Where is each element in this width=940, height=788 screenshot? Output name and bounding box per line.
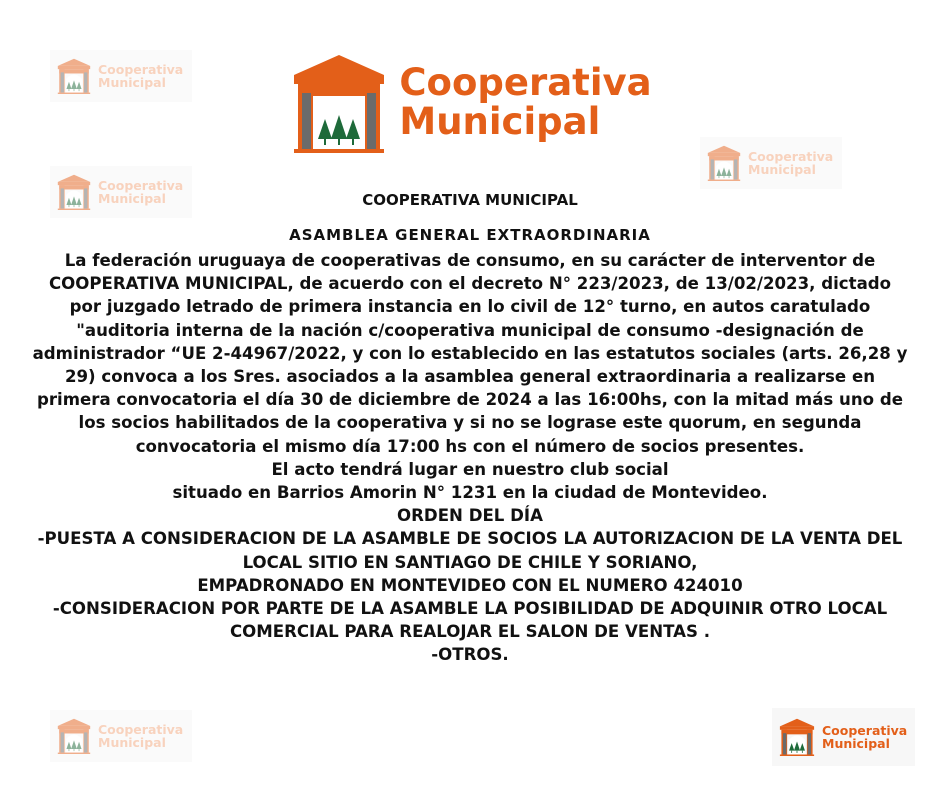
watermark-wordmark-line2: Municipal <box>822 736 890 751</box>
body-line: 29) convoca a los Sres. asociados a la asamblea general extraordinaria a realizarse en <box>64 367 876 387</box>
agenda-item-line: COMERCIAL PARA REALOJAR EL SALON DE VENTAS . <box>229 622 711 642</box>
building-trees-emblem-icon <box>289 51 389 155</box>
watermark-wordmark-line2: Municipal <box>98 735 166 750</box>
logo-wordmark-line2: Municipal <box>399 99 601 143</box>
agenda-item-line: -OTROS. <box>431 645 509 665</box>
agenda-heading: ORDEN DEL DÍA <box>397 506 543 526</box>
agenda-item-line: LOCAL SITIO EN SANTIAGO DE CHILE Y SORIANO, <box>242 552 698 572</box>
agenda-item-line: -CONSIDERACION POR PARTE DE LA ASAMBLE LA POSIBILIDAD DE ADQUINIR OTRO LOCAL <box>52 599 888 619</box>
building-trees-emblem-icon <box>56 716 92 756</box>
watermark-wordmark-line1: Cooperativa <box>748 148 834 164</box>
building-trees-emblem-icon <box>56 56 92 96</box>
logo-wordmark <box>399 60 652 143</box>
body-line: El acto tendrá lugar en nuestro club social <box>271 459 669 479</box>
agenda-item-line: -PUESTA A CONSIDERACION DE LA ASAMBLE DE SOCIOS LA AUTORIZACION DE LA VENTA DEL <box>37 529 903 549</box>
watermark-wordmark-line1: Cooperativa <box>98 61 184 77</box>
watermark-logo <box>700 137 842 189</box>
body-line: los socios habilitados de la cooperativa y si no se lograse este quorum, en segunda <box>78 413 862 433</box>
building-trees-emblem-icon <box>778 715 816 759</box>
cooperativa-municipal-logo <box>283 30 658 175</box>
document-subtitle: ASAMBLEA GENERAL EXTRAORDINARIA <box>289 226 651 244</box>
document-title: COOPERATIVA MUNICIPAL <box>362 191 578 209</box>
document-body <box>12 249 928 667</box>
watermark-wordmark <box>748 150 833 176</box>
watermark-wordmark-line2: Municipal <box>748 162 816 177</box>
watermark-logo <box>50 50 192 102</box>
announcement-document <box>12 188 928 667</box>
logo-wordmark-line1: Cooperativa <box>399 60 652 104</box>
body-line: COOPERATIVA MUNICIPAL, de acuerdo con el decreto N° 223/2023, de 13/02/2023, dictado <box>48 274 892 294</box>
watermark-wordmark-line2: Municipal <box>98 191 166 206</box>
body-line: La federación uruguaya de cooperativas de consumo, en su carácter de interventor de <box>64 251 876 270</box>
watermark-wordmark-line1: Cooperativa <box>822 722 908 738</box>
watermark-logo <box>50 710 192 762</box>
body-line: "auditoria interna de la nación c/cooperativa municipal de consumo -designación de <box>76 320 864 340</box>
body-line: administrador “UE 2-44967/2022, y con lo establecido en las estatutos sociales (arts. 26,28 y <box>32 343 908 363</box>
watermark-wordmark <box>98 723 183 749</box>
building-trees-emblem-icon <box>706 143 742 183</box>
body-line: por juzgado letrado de primera instancia en lo civil de 12° turno, en autos caratulado <box>69 297 871 317</box>
watermark-wordmark <box>822 724 907 750</box>
watermark-wordmark <box>98 63 183 89</box>
watermark-wordmark-line2: Municipal <box>98 75 166 90</box>
body-line: convocatoria el mismo día 17:00 hs con el número de socios presentes. <box>135 436 805 456</box>
watermark-logo <box>772 708 915 766</box>
agenda-item-line: EMPADRONADO EN MONTEVIDEO CON EL NUMERO 424010 <box>197 575 743 595</box>
watermark-wordmark-line1: Cooperativa <box>98 177 184 193</box>
body-line: primera convocatoria el día 30 de diciembre de 2024 a las 16:00hs, con la mitad más uno de <box>36 390 903 410</box>
body-line: situado en Barrios Amorin N° 1231 en la ciudad de Montevideo. <box>172 483 768 503</box>
watermark-wordmark-line1: Cooperativa <box>98 721 184 737</box>
